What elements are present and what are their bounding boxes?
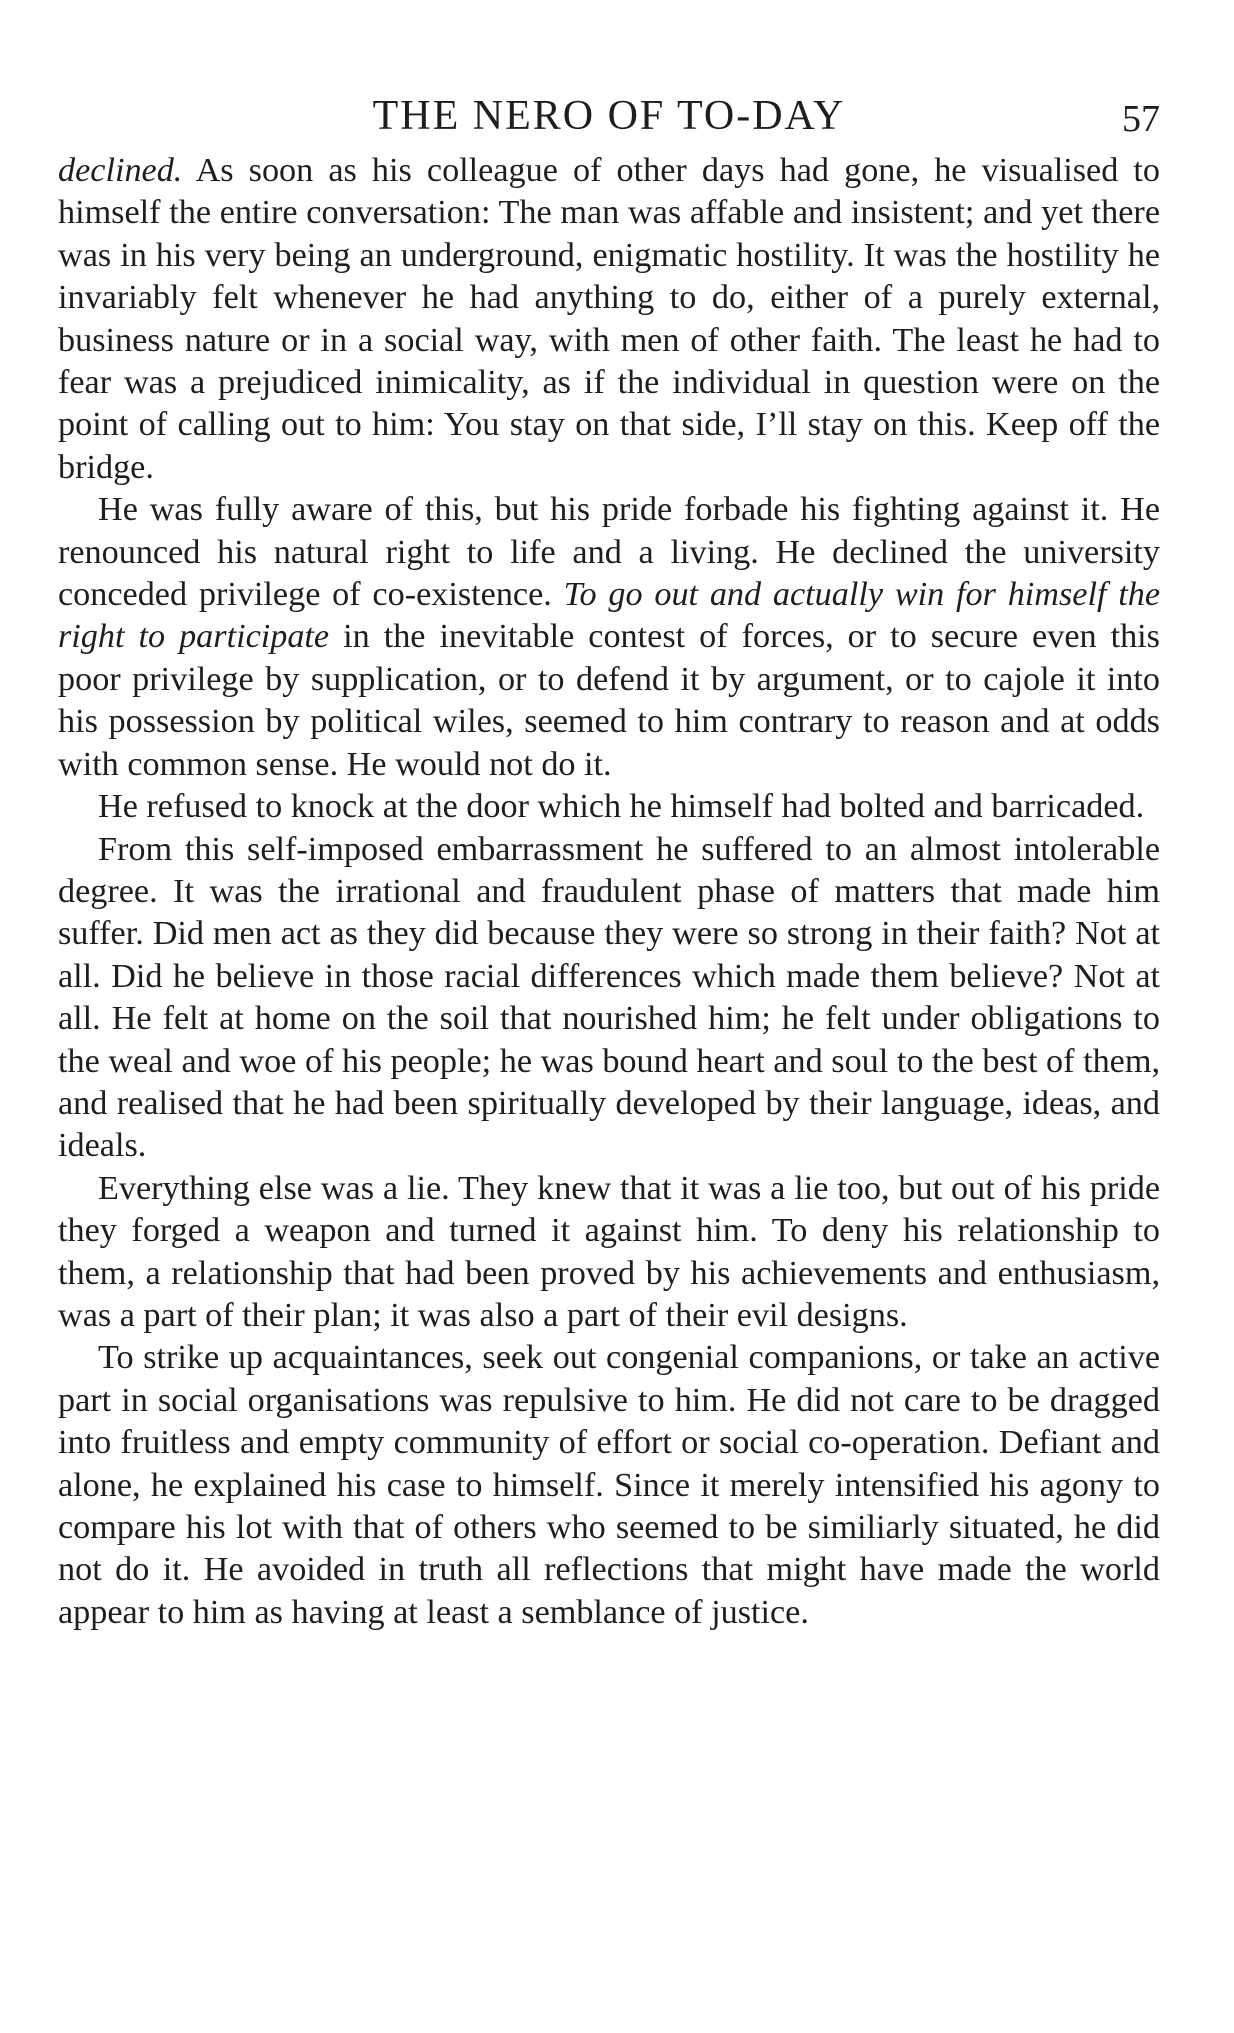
paragraph-text: He refused to knock at the door which he himself had bolted and barricaded.	[98, 788, 1145, 826]
paragraph-text-continued: in the inevitable contest of forces, or to secure even this poor privilege by supplication, or to defend it by argument, or to cajole it into his possession by political wiles, seemed to him contrary to reason and at odds with common sense. He would not do it.	[58, 618, 1160, 783]
paragraph-6	[58, 1337, 1160, 1634]
paragraph-text: From this self-imposed embarrassment he suffered to an almost intolerable degree. It was the irrational and fraudulent phase of matters that made him suffer. Did men act as they did because they were so strong in their faith? Not at all. Did he believe in those racial differences which made them believe? Not at all. He felt at home on the soil that nourished him; he felt under obligations to the weal and woe of his people; he was bound heart and soul to the best of them, and realised that he had been spiritually developed by their language, ideas, and ideals.	[58, 830, 1160, 1165]
page-number: 57	[1122, 98, 1160, 140]
book-page	[58, 88, 1160, 1634]
paragraph-1	[58, 150, 1160, 489]
running-head	[58, 88, 1160, 148]
paragraph-text: To strike up acquaintances, seek out congenial companions, or take an active part in social organisations was repulsive to him. He did not care to be dragged into fruitless and empty community of effort or social co-operation. Defiant and alone, he explained his case to himself. Since it merely intensified his agony to compare his lot with that of others who seemed to be similiarly situated, he did not do it. He avoided in truth all reflections that might have made the world appear to him as having at least a semblance of justice.	[58, 1339, 1160, 1631]
body-text	[58, 150, 1160, 1634]
paragraph-text: As soon as his colleague of other days had gone, he visualised to himself the entire conversation: The man was affable and insistent; and yet there was in his very being an underground, enigmatic hostility. It was the hostility he invariably felt whenever he had anything to do, either of a purely external, business nature or in a social way, with men of other faith. The least he had to fear was a prejudiced inimicality, as if the individual in question were on the point of calling out to him: You stay on that side, I’ll stay on this. Keep off the bridge.	[58, 152, 1160, 486]
paragraph-2	[58, 489, 1160, 786]
paragraph-5	[58, 1168, 1160, 1338]
paragraph-text: Everything else was a lie. They knew that it was a lie too, but out of his pride they forged a weapon and turned it against him. To deny his relationship to them, a relationship that had been proved by his achievements and enthusiasm, was a part of their plan; it was also a part of their evil designs.	[58, 1169, 1160, 1334]
running-title: THE NERO OF TO-DAY	[372, 93, 846, 139]
paragraph-3	[58, 786, 1160, 828]
paragraph-4	[58, 829, 1160, 1168]
paragraph-text: He was fully aware of this, but his pride forbade his fighting against it. He renounced his natural right to life and a living. He declined the university conceded privilege of co-existence.	[58, 491, 1160, 614]
paragraph-lead-italic: declined.	[58, 152, 183, 189]
paragraph-italic-passage: To go out and actually win for himself the right to participate	[58, 576, 1161, 656]
